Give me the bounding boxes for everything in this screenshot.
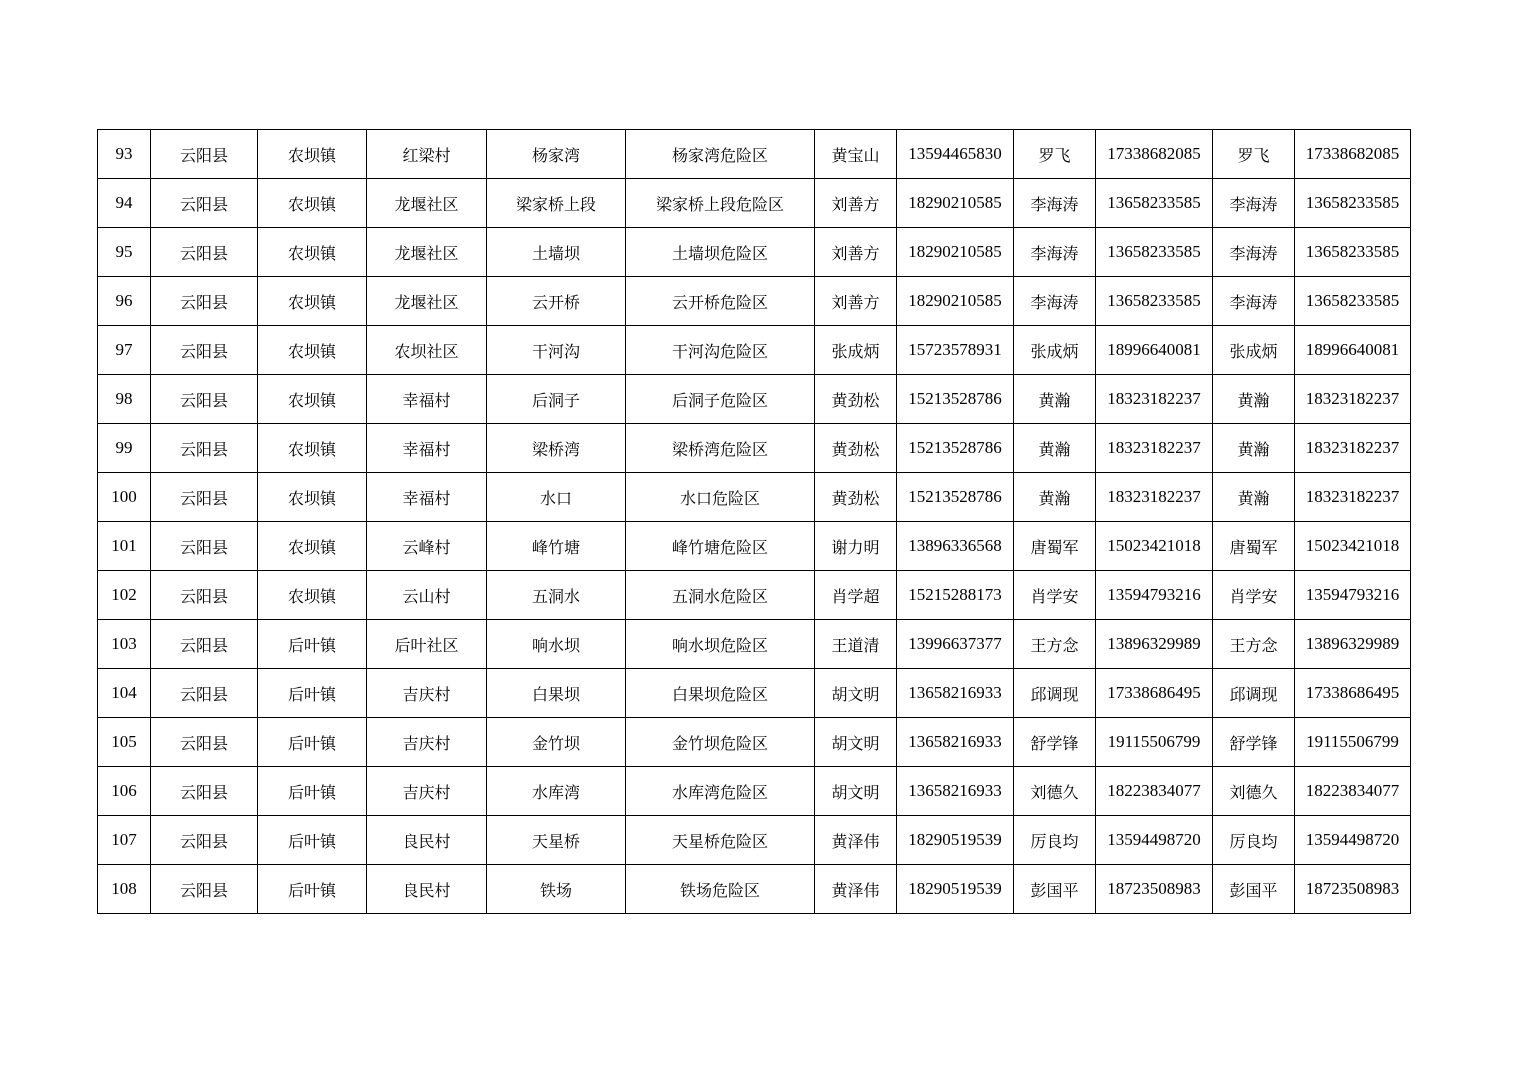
contact-b-name-cell: 黄瀚 [1014, 375, 1096, 424]
contact-b-phone-cell: 13658233585 [1096, 277, 1213, 326]
table-row [98, 620, 1411, 669]
contact-a-name-cell: 黄劲松 [815, 473, 897, 522]
contact-c-name-cell: 肖学安 [1213, 571, 1295, 620]
table-row [98, 669, 1411, 718]
row-number-cell: 103 [98, 620, 151, 669]
county-cell: 云阳县 [151, 473, 258, 522]
row-number-cell: 94 [98, 179, 151, 228]
contact-a-phone-cell: 15215288173 [897, 571, 1014, 620]
danger-zone-cell: 干河沟危险区 [626, 326, 815, 375]
village-cell: 幸福村 [367, 473, 487, 522]
contact-c-phone-cell: 17338686495 [1295, 669, 1411, 718]
danger-zone-cell: 后洞子危险区 [626, 375, 815, 424]
contact-b-name-cell: 唐蜀军 [1014, 522, 1096, 571]
contact-b-name-cell: 李海涛 [1014, 179, 1096, 228]
contact-c-phone-cell: 18323182237 [1295, 375, 1411, 424]
contact-a-phone-cell: 13594465830 [897, 130, 1014, 179]
location-cell: 白果坝 [487, 669, 626, 718]
table-row [98, 228, 1411, 277]
table-row [98, 865, 1411, 914]
contact-b-name-cell: 王方念 [1014, 620, 1096, 669]
contact-a-phone-cell: 18290519539 [897, 865, 1014, 914]
contact-a-name-cell: 王道清 [815, 620, 897, 669]
contact-b-phone-cell: 13594793216 [1096, 571, 1213, 620]
contact-a-name-cell: 胡文明 [815, 718, 897, 767]
location-cell: 金竹坝 [487, 718, 626, 767]
row-number-cell: 96 [98, 277, 151, 326]
town-cell: 农坝镇 [258, 424, 367, 473]
location-cell: 水库湾 [487, 767, 626, 816]
village-cell: 吉庆村 [367, 767, 487, 816]
danger-zone-cell: 梁家桥上段危险区 [626, 179, 815, 228]
town-cell: 后叶镇 [258, 718, 367, 767]
village-cell: 后叶社区 [367, 620, 487, 669]
county-cell: 云阳县 [151, 620, 258, 669]
village-cell: 龙堰社区 [367, 228, 487, 277]
county-cell: 云阳县 [151, 767, 258, 816]
row-number-cell: 93 [98, 130, 151, 179]
contact-c-phone-cell: 13594793216 [1295, 571, 1411, 620]
county-cell: 云阳县 [151, 816, 258, 865]
contact-a-phone-cell: 15213528786 [897, 375, 1014, 424]
danger-zone-cell: 峰竹塘危险区 [626, 522, 815, 571]
danger-zone-cell: 云开桥危险区 [626, 277, 815, 326]
contact-c-name-cell: 唐蜀军 [1213, 522, 1295, 571]
contact-b-name-cell: 舒学锋 [1014, 718, 1096, 767]
village-cell: 良民村 [367, 816, 487, 865]
contact-c-name-cell: 舒学锋 [1213, 718, 1295, 767]
contact-b-phone-cell: 17338682085 [1096, 130, 1213, 179]
contact-c-name-cell: 黄瀚 [1213, 375, 1295, 424]
contact-c-name-cell: 彭国平 [1213, 865, 1295, 914]
village-cell: 良民村 [367, 865, 487, 914]
county-cell: 云阳县 [151, 130, 258, 179]
contact-b-phone-cell: 13658233585 [1096, 179, 1213, 228]
contact-a-name-cell: 黄劲松 [815, 424, 897, 473]
danger-zone-cell: 水库湾危险区 [626, 767, 815, 816]
contact-c-name-cell: 刘德久 [1213, 767, 1295, 816]
county-cell: 云阳县 [151, 228, 258, 277]
contact-c-name-cell: 厉良均 [1213, 816, 1295, 865]
danger-zone-cell: 天星桥危险区 [626, 816, 815, 865]
contact-a-phone-cell: 18290210585 [897, 228, 1014, 277]
contact-c-phone-cell: 18996640081 [1295, 326, 1411, 375]
contact-a-name-cell: 黄劲松 [815, 375, 897, 424]
village-cell: 农坝社区 [367, 326, 487, 375]
row-number-cell: 100 [98, 473, 151, 522]
contact-a-phone-cell: 13658216933 [897, 767, 1014, 816]
danger-zone-cell: 土墙坝危险区 [626, 228, 815, 277]
county-cell: 云阳县 [151, 375, 258, 424]
contact-b-phone-cell: 18223834077 [1096, 767, 1213, 816]
location-cell: 云开桥 [487, 277, 626, 326]
village-cell: 龙堰社区 [367, 179, 487, 228]
county-cell: 云阳县 [151, 424, 258, 473]
county-cell: 云阳县 [151, 326, 258, 375]
contact-c-phone-cell: 18223834077 [1295, 767, 1411, 816]
contact-b-name-cell: 刘德久 [1014, 767, 1096, 816]
contact-b-phone-cell: 18996640081 [1096, 326, 1213, 375]
danger-zone-cell: 梁桥湾危险区 [626, 424, 815, 473]
danger-zone-contact-table [97, 129, 1411, 914]
contact-a-name-cell: 黄泽伟 [815, 816, 897, 865]
danger-zone-cell: 水口危险区 [626, 473, 815, 522]
contact-c-phone-cell: 17338682085 [1295, 130, 1411, 179]
table-row [98, 424, 1411, 473]
contact-a-name-cell: 胡文明 [815, 669, 897, 718]
contact-b-phone-cell: 13896329989 [1096, 620, 1213, 669]
contact-b-name-cell: 厉良均 [1014, 816, 1096, 865]
county-cell: 云阳县 [151, 865, 258, 914]
contact-b-name-cell: 黄瀚 [1014, 424, 1096, 473]
town-cell: 农坝镇 [258, 130, 367, 179]
village-cell: 红梁村 [367, 130, 487, 179]
contact-a-phone-cell: 13658216933 [897, 669, 1014, 718]
county-cell: 云阳县 [151, 522, 258, 571]
danger-zone-cell: 金竹坝危险区 [626, 718, 815, 767]
location-cell: 五洞水 [487, 571, 626, 620]
county-cell: 云阳县 [151, 669, 258, 718]
table-row [98, 522, 1411, 571]
village-cell: 幸福村 [367, 375, 487, 424]
danger-zone-cell: 杨家湾危险区 [626, 130, 815, 179]
contact-b-phone-cell: 18723508983 [1096, 865, 1213, 914]
contact-c-name-cell: 罗飞 [1213, 130, 1295, 179]
contact-a-phone-cell: 13896336568 [897, 522, 1014, 571]
contact-b-phone-cell: 13658233585 [1096, 228, 1213, 277]
table-row [98, 326, 1411, 375]
contact-c-phone-cell: 13658233585 [1295, 179, 1411, 228]
town-cell: 后叶镇 [258, 620, 367, 669]
contact-b-phone-cell: 19115506799 [1096, 718, 1213, 767]
village-cell: 龙堰社区 [367, 277, 487, 326]
row-number-cell: 105 [98, 718, 151, 767]
location-cell: 峰竹塘 [487, 522, 626, 571]
location-cell: 土墙坝 [487, 228, 626, 277]
contact-b-phone-cell: 18323182237 [1096, 473, 1213, 522]
table-row [98, 718, 1411, 767]
contact-c-name-cell: 邱调现 [1213, 669, 1295, 718]
contact-c-name-cell: 黄瀚 [1213, 424, 1295, 473]
contact-c-phone-cell: 18323182237 [1295, 424, 1411, 473]
contact-a-name-cell: 胡文明 [815, 767, 897, 816]
table-row [98, 179, 1411, 228]
contact-a-name-cell: 张成炳 [815, 326, 897, 375]
contact-c-name-cell: 王方念 [1213, 620, 1295, 669]
contact-b-phone-cell: 18323182237 [1096, 375, 1213, 424]
location-cell: 天星桥 [487, 816, 626, 865]
danger-zone-cell: 响水坝危险区 [626, 620, 815, 669]
town-cell: 农坝镇 [258, 326, 367, 375]
town-cell: 农坝镇 [258, 522, 367, 571]
contact-a-name-cell: 黄泽伟 [815, 865, 897, 914]
contact-b-name-cell: 张成炳 [1014, 326, 1096, 375]
contact-b-name-cell: 李海涛 [1014, 277, 1096, 326]
contact-c-phone-cell: 13658233585 [1295, 277, 1411, 326]
location-cell: 梁桥湾 [487, 424, 626, 473]
location-cell: 干河沟 [487, 326, 626, 375]
contact-c-phone-cell: 13594498720 [1295, 816, 1411, 865]
contact-b-name-cell: 罗飞 [1014, 130, 1096, 179]
contact-a-name-cell: 刘善方 [815, 277, 897, 326]
contact-c-name-cell: 李海涛 [1213, 179, 1295, 228]
danger-zone-cell: 铁场危险区 [626, 865, 815, 914]
contact-b-phone-cell: 15023421018 [1096, 522, 1213, 571]
table-row [98, 767, 1411, 816]
row-number-cell: 104 [98, 669, 151, 718]
contact-a-phone-cell: 18290519539 [897, 816, 1014, 865]
danger-zone-cell: 白果坝危险区 [626, 669, 815, 718]
contact-a-phone-cell: 13996637377 [897, 620, 1014, 669]
contact-a-name-cell: 刘善方 [815, 179, 897, 228]
town-cell: 农坝镇 [258, 375, 367, 424]
contact-b-name-cell: 肖学安 [1014, 571, 1096, 620]
contact-b-name-cell: 彭国平 [1014, 865, 1096, 914]
contact-a-phone-cell: 18290210585 [897, 179, 1014, 228]
contact-a-phone-cell: 18290210585 [897, 277, 1014, 326]
contact-c-name-cell: 黄瀚 [1213, 473, 1295, 522]
contact-b-name-cell: 李海涛 [1014, 228, 1096, 277]
contact-a-name-cell: 谢力明 [815, 522, 897, 571]
contact-b-name-cell: 邱调现 [1014, 669, 1096, 718]
county-cell: 云阳县 [151, 718, 258, 767]
contact-c-phone-cell: 18723508983 [1295, 865, 1411, 914]
county-cell: 云阳县 [151, 571, 258, 620]
location-cell: 后洞子 [487, 375, 626, 424]
town-cell: 后叶镇 [258, 865, 367, 914]
town-cell: 农坝镇 [258, 228, 367, 277]
row-number-cell: 107 [98, 816, 151, 865]
contact-c-name-cell: 李海涛 [1213, 277, 1295, 326]
location-cell: 响水坝 [487, 620, 626, 669]
contact-a-phone-cell: 15213528786 [897, 473, 1014, 522]
county-cell: 云阳县 [151, 277, 258, 326]
contact-a-name-cell: 刘善方 [815, 228, 897, 277]
county-cell: 云阳县 [151, 179, 258, 228]
danger-zone-cell: 五洞水危险区 [626, 571, 815, 620]
village-cell: 幸福村 [367, 424, 487, 473]
contact-a-phone-cell: 15213528786 [897, 424, 1014, 473]
table-row [98, 277, 1411, 326]
contact-b-name-cell: 黄瀚 [1014, 473, 1096, 522]
village-cell: 云峰村 [367, 522, 487, 571]
location-cell: 梁家桥上段 [487, 179, 626, 228]
contact-a-phone-cell: 15723578931 [897, 326, 1014, 375]
row-number-cell: 101 [98, 522, 151, 571]
town-cell: 农坝镇 [258, 179, 367, 228]
row-number-cell: 99 [98, 424, 151, 473]
town-cell: 后叶镇 [258, 767, 367, 816]
location-cell: 杨家湾 [487, 130, 626, 179]
town-cell: 农坝镇 [258, 571, 367, 620]
contact-c-name-cell: 李海涛 [1213, 228, 1295, 277]
location-cell: 铁场 [487, 865, 626, 914]
contact-a-name-cell: 肖学超 [815, 571, 897, 620]
table-body [98, 130, 1411, 914]
contact-a-phone-cell: 13658216933 [897, 718, 1014, 767]
table-row [98, 130, 1411, 179]
village-cell: 云山村 [367, 571, 487, 620]
contact-c-phone-cell: 19115506799 [1295, 718, 1411, 767]
village-cell: 吉庆村 [367, 669, 487, 718]
contact-c-phone-cell: 15023421018 [1295, 522, 1411, 571]
village-cell: 吉庆村 [367, 718, 487, 767]
contact-c-phone-cell: 13896329989 [1295, 620, 1411, 669]
row-number-cell: 97 [98, 326, 151, 375]
table-row [98, 571, 1411, 620]
row-number-cell: 95 [98, 228, 151, 277]
row-number-cell: 102 [98, 571, 151, 620]
town-cell: 后叶镇 [258, 669, 367, 718]
contact-c-phone-cell: 13658233585 [1295, 228, 1411, 277]
location-cell: 水口 [487, 473, 626, 522]
table-row [98, 375, 1411, 424]
town-cell: 农坝镇 [258, 277, 367, 326]
contact-c-phone-cell: 18323182237 [1295, 473, 1411, 522]
contact-b-phone-cell: 13594498720 [1096, 816, 1213, 865]
table-row [98, 473, 1411, 522]
row-number-cell: 108 [98, 865, 151, 914]
town-cell: 农坝镇 [258, 473, 367, 522]
town-cell: 后叶镇 [258, 816, 367, 865]
contact-b-phone-cell: 17338686495 [1096, 669, 1213, 718]
contact-c-name-cell: 张成炳 [1213, 326, 1295, 375]
contact-b-phone-cell: 18323182237 [1096, 424, 1213, 473]
contact-a-name-cell: 黄宝山 [815, 130, 897, 179]
row-number-cell: 106 [98, 767, 151, 816]
row-number-cell: 98 [98, 375, 151, 424]
table-row [98, 816, 1411, 865]
